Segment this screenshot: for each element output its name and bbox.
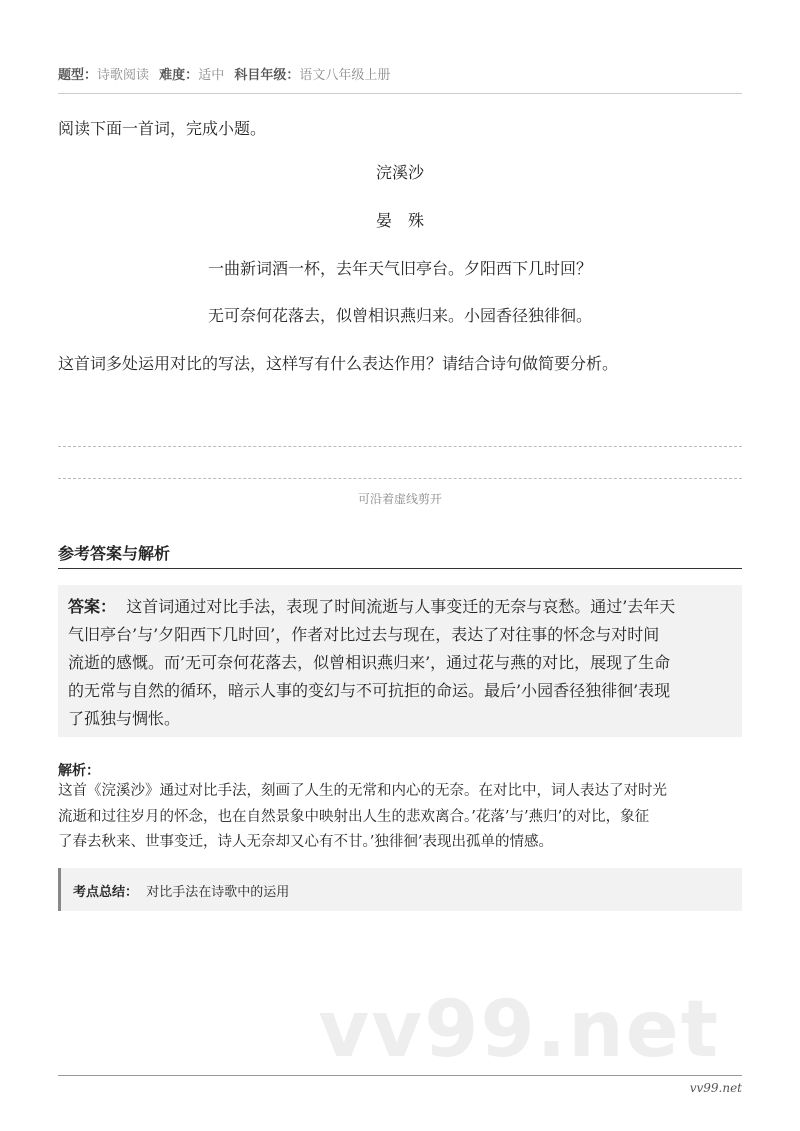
key-label: 考点总结： (73, 885, 139, 900)
question-meta (58, 64, 396, 83)
cut-line (58, 478, 742, 479)
question-prompt: 这首词多处运用对比的写法，这样写有什么表达作用？请结合诗句做简要分析。 (58, 354, 619, 373)
key-value: 对比手法在诗歌中的运用 (146, 885, 290, 900)
answer-label: 答案： (68, 597, 117, 616)
footer-site: vv99.net (689, 1081, 742, 1095)
analysis-text (58, 779, 667, 856)
analysis-line: 这首《浣溪沙》通过对比手法，刻画了人生的无常和内心的无奈。在对比中，词人表达了对时光 (58, 783, 667, 799)
answer-space-line (58, 446, 742, 447)
answer-line: 流逝的感慨。而’无可奈何花落去，似曾相识燕归来’，通过花与燕的对比，展现了生命 (68, 653, 671, 672)
analysis-line: 了春去秋来、世事变迁，诗人无奈却又心有不甘。’独徘徊’表现出孤单的情感。 (58, 834, 553, 850)
subject-value: 语文八年级上册 (299, 68, 391, 83)
watermark: vv99.net (318, 985, 720, 1075)
answer-line: 了孤独与惆怅。 (68, 709, 181, 728)
question-intro: 阅读下面一首词，完成小题。 (58, 119, 267, 138)
poem-author: 晏 殊 (375, 211, 424, 230)
analysis-line: 流逝和过往岁月的怀念，也在自然景象中映射出人生的悲欢离合。’花落’与’燕归’的对比，象征 (58, 808, 650, 825)
answer-line: 这首词通过对比手法，表现了时间流逝与人事变迁的无奈与哀愁。通过’去年天 (126, 597, 676, 616)
subject-label: 科目年级： (234, 68, 300, 83)
difficulty-value: 适中 (198, 68, 225, 83)
type-value: 诗歌阅读 (97, 68, 150, 83)
key-point-box (58, 868, 742, 911)
divider (58, 93, 742, 94)
answer-line: 的无常与自然的循环，暗示人事的变幻与不可抗拒的命运。最后’小园香径独徘徊’表现 (68, 681, 671, 700)
difficulty-label: 难度： (159, 68, 199, 83)
poem-line: 一曲新词酒一杯，去年天气旧亭台。夕阳西下几时回？ (207, 259, 592, 278)
section-title: 参考答案与解析 (58, 544, 171, 563)
answer-line: 气旧亭台’与’夕阳西下几时回’，作者对比过去与现在，表达了对往事的怀念与对时间 (68, 625, 660, 644)
poem-line: 无可奈何花落去，似曾相识燕归来。小园香径独徘徊。 (207, 306, 592, 325)
answer-box (58, 585, 742, 737)
poem-title: 浣溪沙 (375, 163, 424, 182)
section-divider (58, 568, 742, 569)
footer-divider (58, 1075, 742, 1076)
type-label: 题型： (58, 68, 98, 83)
cut-hint: 可沿着虚线剪开 (357, 492, 442, 506)
analysis-label: 解析： (58, 763, 100, 779)
